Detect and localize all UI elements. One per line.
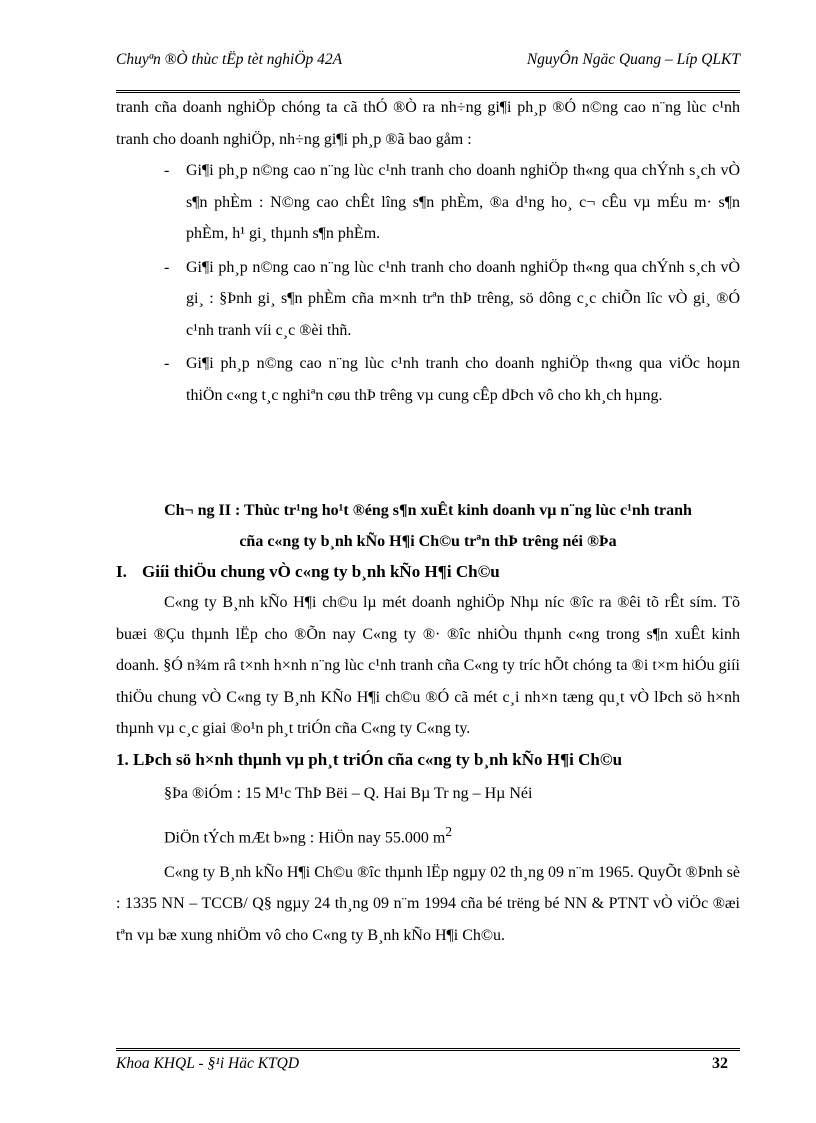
footer-left: Khoa KHQL - §¹i Häc KTQD xyxy=(116,1055,300,1072)
section-number: I. xyxy=(116,562,127,581)
bullet-text: Gi¶i ph¸p n©ng cao n¨ng lùc c¹nh tranh cho doanh nghiÖp th«ng qua chÝnh s¸ch vÒ gi¸ : §Þnh gi¸ s¶n phÈm cña m×nh trªn thÞ trêng, sö dông c¸c chiÕn lîc vÒ gi¸ ®Ó c¹nh tranh víi c¸c ®èi thñ. xyxy=(186,258,740,339)
area-text: DiÖn tÝch mÆt b»ng : HiÖn nay 55.000 m xyxy=(164,828,446,846)
page-number: 32 xyxy=(712,1055,728,1072)
document-body xyxy=(116,92,740,951)
area-line xyxy=(164,813,740,857)
bullet-item xyxy=(164,348,740,411)
header-left: Chuyªn ®Ò thùc tËp tèt nghiÖp 42A xyxy=(116,51,343,68)
section-paragraph: C«ng ty B¸nh kÑo H¶i ch©u lµ mét doanh nghiÖp Nhµ níc ®îc ra ®êi tõ rÊt sím. Tõ buæi ®Çu thµnh lËp cho ®Õn nay C«ng ty ®· ®îc nhiÒu thµnh c«ng trong s¶n xuÊt kinh doanh. §Ó n¾m râ t×nh h×nh n¨ng lùc c¹nh tranh cña C«ng ty tríc hÕt chóng ta ®i t×m hiÓu giíi thiÖu chung vÒ C«ng ty B¸nh KÑo H¶i ch©u ®Ó cã mét c¸i nh×n tæng qu¸t vÒ lÞch sö h×nh thµnh vµ c¸c giai ®o¹n ph¸t triÓn cña C«ng ty C«ng ty. xyxy=(116,594,740,737)
bullet-dash: - xyxy=(164,355,170,372)
bullet-item xyxy=(164,252,740,347)
intro-paragraph: tranh cña doanh nghiÖp chóng ta cã thÓ ®Ò ra nh÷ng gi¶i ph¸p ®Ó n©ng cao n¨ng lùc c¹nh tranh cho doanh nghiÖp, nh÷ng gi¶i ph¸p ®ã bao gåm : xyxy=(116,99,740,148)
chapter-title-line-1: Ch¬ ng II : Thùc tr¹ng ho¹t ®éng s¶n xuÊt kinh doanh vµ n¨ng lùc c¹nh tranh xyxy=(164,502,692,519)
bullet-text: Gi¶i ph¸p n©ng cao n¨ng lùc c¹nh tranh cho doanh nghiÖp th«ng qua chÝnh s¸ch vÒ s¶n phÈm : N©ng cao chÊt lîng s¶n phÈm, ®a d¹ng ho¸ c¬ cÊu vµ mÉu m· s¶n phÈm, h¹ gi¸ thµnh s¶n phÈm. xyxy=(186,162,740,242)
section-heading xyxy=(116,557,740,587)
bullet-item xyxy=(164,155,740,250)
bullet-text: Gi¶i ph¸p n©ng cao n¨ng lùc c¹nh tranh cho doanh nghiÖp th«ng qua viÖc hoµn thiÖn c«ng t¸c nghiªn cøu thÞ trêng vµ cung cÊp dÞch vô cho kh¸ch hµng. xyxy=(186,355,740,404)
footer-rule xyxy=(116,1048,740,1051)
subsection-heading: 1. LÞch sö h×nh thµnh vµ ph¸t triÓn cña c«ng ty b¸nh kÑo H¶i Ch©u xyxy=(116,749,623,769)
section-title: Giíi thiÖu chung vÒ c«ng ty b¸nh kÑo H¶i Ch©u xyxy=(142,562,500,581)
address-line: §Þa ®iÓm : 15 M¹c ThÞ Bëi – Q. Hai Bµ Tr ng – Hµ Néi xyxy=(164,784,533,802)
section-gap xyxy=(116,413,740,495)
header-right: NguyÔn Ngäc Quang – Líp QLKT xyxy=(526,51,740,68)
bullet-dash: - xyxy=(164,162,170,179)
subsection-paragraph: C«ng ty B¸nh kÑo H¶i Ch©u ®îc thµnh lËp ngµy 02 th¸ng 09 n¨m 1965. QuyÕt ®Þnh sè : 1335 NN – TCCB/ Q§ ngµy 24 th¸ng 09 n¨m 1994 cña bé trëng bé NN & PTNT vÒ viÖc ®æi tªn vµ bæ xung nhiÖm vô cho C«ng ty B¸nh kÑo H¶i Ch©u. xyxy=(116,863,740,944)
chapter-title-line-2: cña c«ng ty b¸nh kÑo H¶i Ch©u trªn thÞ trêng néi ®Þa xyxy=(239,533,617,550)
area-superscript: 2 xyxy=(445,823,452,839)
bullet-dash: - xyxy=(164,258,170,276)
